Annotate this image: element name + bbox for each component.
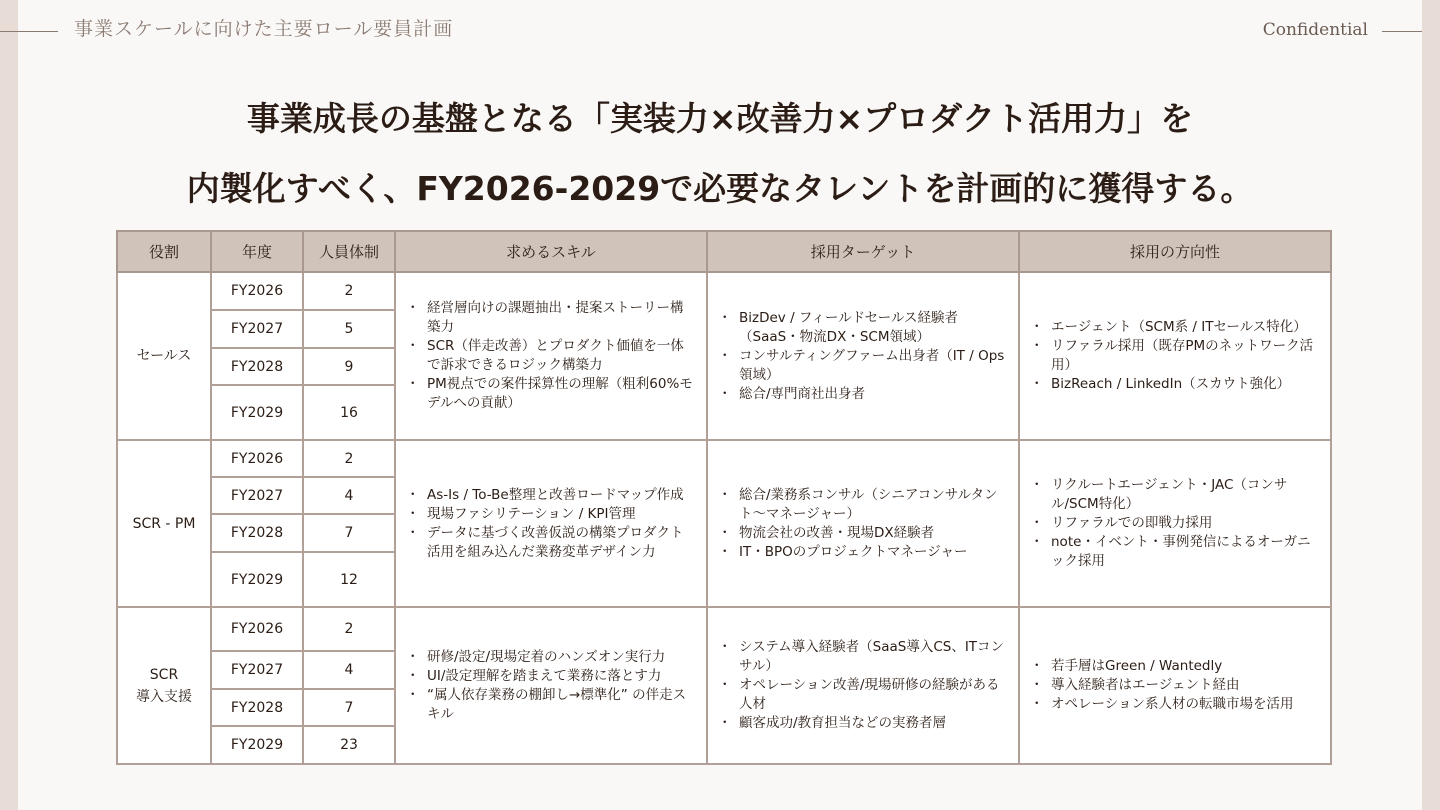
year-cell: FY2027 (211, 310, 303, 348)
targets-cell (707, 607, 1019, 764)
list-item: ・ オペレーション改善/現場研修の経験がある人材 (720, 676, 1008, 714)
year-cell: FY2026 (211, 607, 303, 651)
role-label-line-1: SCR (149, 666, 179, 683)
list-item: ・ BizDev / フィールドセールス経験者（SaaS・物流DX・SCM領域） (720, 309, 1008, 347)
list-item: ・ エージェント（SCM系 / ITセールス特化） (1032, 318, 1320, 337)
list-item: ・ 物流会社の改善・現場DX経験者 (720, 524, 1008, 543)
list-item: ・ オペレーション系人材の転職市場を活用 (1032, 695, 1320, 714)
role-cell-sales: セールス (117, 272, 211, 440)
headcount-cell: 2 (303, 440, 395, 477)
table-header-row (117, 231, 1331, 272)
header-rule-right (1382, 31, 1422, 32)
col-header-targets: 採用ターゲット (707, 231, 1019, 272)
list-item: ・ “属人依存業務の棚卸し→標準化” の伴走スキル (408, 686, 696, 724)
role-cell-scr-pm: SCR - PM (117, 440, 211, 607)
year-cell: FY2029 (211, 552, 303, 607)
headcount-cell: 7 (303, 514, 395, 552)
year-cell: FY2027 (211, 477, 303, 514)
list-item: ・ システム導入経験者（SaaS導入CS、ITコンサル） (720, 638, 1008, 676)
headcount-cell: 12 (303, 552, 395, 607)
list-item: ・ リファラルでの即戦力採用 (1032, 514, 1320, 533)
list-item: ・ 現場ファシリテーション / KPI管理 (408, 505, 696, 524)
list-item: ・ リクルートエージェント・JAC（コンサル/SCM特化） (1032, 476, 1320, 514)
list-item: ・ 総合/業務系コンサル（シニアコンサルタント～マネージャー） (720, 486, 1008, 524)
headcount-cell: 23 (303, 726, 395, 764)
skills-cell (395, 272, 707, 440)
headline-line-1: 事業成長の基盤となる「実装力×改善力×プロダクト活用力」を (246, 99, 1194, 138)
list-item: ・ 導入経験者はエージェント経由 (1032, 676, 1320, 695)
headline (0, 84, 1440, 224)
list-item: ・ 顧客成功/教育担当などの実務者層 (720, 714, 1008, 733)
headcount-cell: 4 (303, 477, 395, 514)
year-cell: FY2028 (211, 514, 303, 552)
headcount-cell: 7 (303, 689, 395, 726)
headcount-cell: 2 (303, 607, 395, 651)
year-cell: FY2028 (211, 348, 303, 385)
confidential-label: Confidential (1262, 20, 1368, 40)
list-item: ・ As-Is / To-Be整理と改善ロードマップ作成 (408, 486, 696, 505)
direction-cell (1019, 607, 1331, 764)
direction-cell (1019, 440, 1331, 607)
skills-cell (395, 440, 707, 607)
direction-cell (1019, 272, 1331, 440)
year-cell: FY2029 (211, 726, 303, 764)
list-item: ・ コンサルティングファーム出身者（IT / Ops領域） (720, 347, 1008, 385)
col-header-direction: 採用の方向性 (1019, 231, 1331, 272)
header-rule-left (0, 31, 58, 32)
col-header-role: 役割 (117, 231, 211, 272)
col-header-headcount: 人員体制 (303, 231, 395, 272)
targets-cell (707, 272, 1019, 440)
list-item: ・ 総合/専門商社出身者 (720, 385, 1008, 404)
skills-cell (395, 607, 707, 764)
headcount-cell: 16 (303, 385, 395, 440)
table-row (117, 440, 1331, 477)
list-item: ・ 経営層向けの課題抽出・提案ストーリー構築力 (408, 299, 696, 337)
headcount-cell: 9 (303, 348, 395, 385)
list-item: ・ IT・BPOのプロジェクトマネージャー (720, 543, 1008, 562)
list-item: ・ SCR（伴走改善）とプロダクト価値を一体で訴求できるロジック構築力 (408, 337, 696, 375)
year-cell: FY2026 (211, 440, 303, 477)
year-cell: FY2028 (211, 689, 303, 726)
section-title: 事業スケールに向けた主要ロール要員計画 (74, 18, 454, 40)
list-item: ・ 若手層はGreen / Wantedly (1032, 657, 1320, 676)
targets-cell (707, 440, 1019, 607)
headcount-cell: 4 (303, 651, 395, 689)
year-cell: FY2026 (211, 272, 303, 310)
year-cell: FY2027 (211, 651, 303, 689)
list-item: ・ 研修/設定/現場定着のハンズオン実行力 (408, 648, 696, 667)
col-header-skills: 求めるスキル (395, 231, 707, 272)
headcount-cell: 5 (303, 310, 395, 348)
staffing-plan-table (116, 230, 1332, 765)
headcount-cell: 2 (303, 272, 395, 310)
list-item: ・ UI/設定理解を踏まえて業務に落とす力 (408, 667, 696, 686)
role-cell-scr-onboarding (117, 607, 211, 764)
col-header-year: 年度 (211, 231, 303, 272)
list-item: ・ リファラル採用（既存PMのネットワーク活用） (1032, 337, 1320, 375)
list-item: ・ note・イベント・事例発信によるオーガニック採用 (1032, 533, 1320, 571)
list-item: ・ PM視点での案件採算性の理解（粗利60%モデルへの貢献） (408, 375, 696, 413)
list-item: ・ BizReach / LinkedIn（スカウト強化） (1032, 375, 1320, 394)
headline-line-2: 内製化すべく、FY2026-2029で必要なタレントを計画的に獲得する。 (186, 169, 1254, 208)
table-row (117, 272, 1331, 310)
year-cell: FY2029 (211, 385, 303, 440)
table-row (117, 607, 1331, 651)
role-label-line-2: 導入支援 (136, 688, 192, 705)
list-item: ・ データに基づく改善仮説の構築プロダクト活用を組み込んだ業務変革デザイン力 (408, 524, 696, 562)
